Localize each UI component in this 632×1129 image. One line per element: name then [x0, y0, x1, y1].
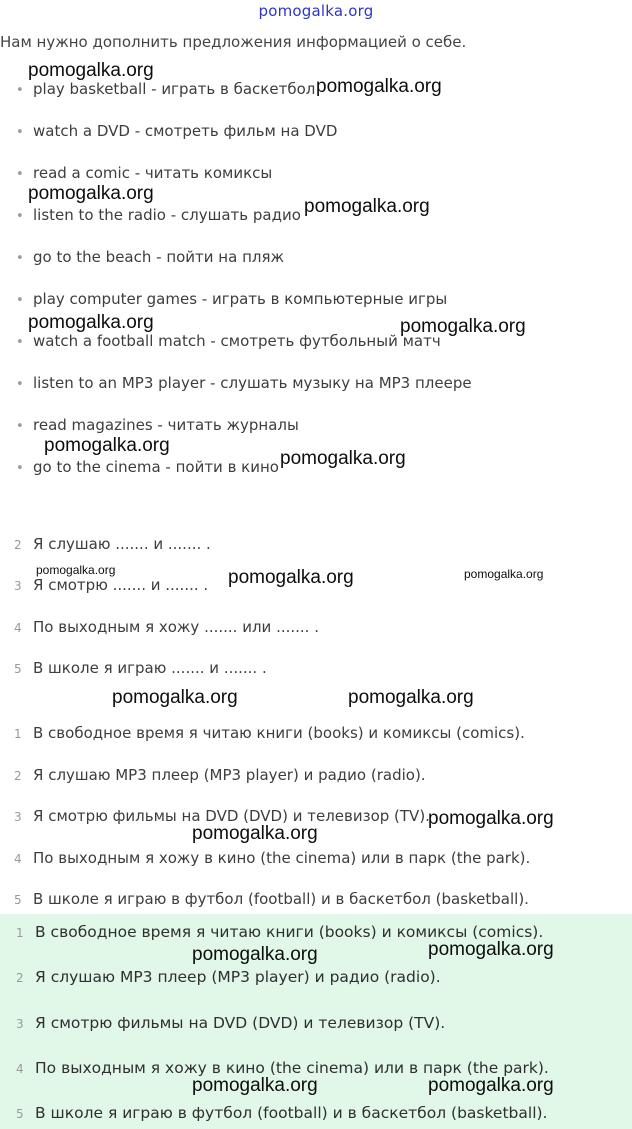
list-item: • watch a DVD - смотреть фильм на DVD — [16, 122, 338, 140]
list-item: 5 В школе я играю ....... и ....... . — [14, 659, 267, 677]
list-item: • go to the beach - пойти на пляж — [16, 248, 285, 266]
bullet-icon: • — [16, 293, 24, 308]
list-item: • watch a football match - смотреть футбольный матч — [16, 332, 441, 350]
watermark: pomogalka.org — [28, 312, 154, 333]
list-item: 2 Я слушаю MP3 плеер (MP3 player) и радио (radio). — [14, 766, 426, 784]
bullet-icon: • — [16, 335, 24, 350]
watermark: pomogalka.org — [304, 196, 430, 217]
watermark: pomogalka.org — [112, 687, 238, 708]
watermark: pomogalka.org — [192, 823, 318, 844]
watermark: pomogalka.org — [192, 944, 318, 965]
watermark: pomogalka.org — [36, 563, 116, 577]
bullet-icon: • — [16, 461, 24, 476]
list-item: • play computer games - играть в компьютерные игры — [16, 290, 448, 308]
bullet-icon: • — [16, 167, 24, 182]
list-item: 5 В школе я играю в футбол (football) и в баскетбол (basketball). — [14, 890, 529, 908]
list-item: • go to the cinema - пойти в кино — [16, 458, 279, 476]
list-item: 1 В свободное время я читаю книги (books) и комиксы (comics). — [16, 923, 544, 941]
intro-text: Нам нужно дополнить предложения информацией о себе. — [0, 33, 467, 51]
list-item: 4 По выходным я хожу в кино (the cinema) или в парк (the park). — [16, 1059, 549, 1077]
list-item: 4 По выходным я хожу ....... или ....... . — [14, 618, 319, 636]
watermark: pomogalka.org — [428, 808, 554, 829]
watermark: pomogalka.org — [400, 316, 526, 337]
watermark: pomogalka.org — [228, 567, 354, 588]
watermark: pomogalka.org — [348, 687, 474, 708]
list-item: • play basketball - играть в баскетбол — [16, 80, 316, 98]
list-item: 3 Я смотрю фильмы на DVD (DVD) и телевизор (TV). — [14, 807, 430, 825]
bullet-icon: • — [16, 125, 24, 140]
bullet-icon: • — [16, 83, 24, 98]
site-header: pomogalka.org — [258, 2, 374, 20]
list-item: 2 Я слушаю MP3 плеер (MP3 player) и радио (radio). — [16, 968, 441, 986]
watermark: pomogalka.org — [28, 183, 154, 204]
watermark: pomogalka.org — [44, 435, 170, 456]
watermark: pomogalka.org — [464, 567, 544, 581]
list-item: • read magazines - читать журналы — [16, 416, 299, 434]
list-item: 2 Я слушаю ....... и ....... . — [14, 535, 211, 553]
list-item: • read a comic - читать комиксы — [16, 164, 273, 182]
list-item: 3 Я смотрю ....... и ....... . — [14, 576, 209, 594]
watermark: pomogalka.org — [316, 76, 442, 97]
watermark: pomogalka.org — [28, 60, 154, 81]
list-item: 4 По выходным я хожу в кино (the cinema) или в парк (the park). — [14, 849, 531, 867]
list-item: • listen to an MP3 player - слушать музыку на MP3 плеере — [16, 374, 472, 392]
bullet-icon: • — [16, 377, 24, 392]
bullet-icon: • — [16, 251, 24, 266]
bullet-icon: • — [16, 419, 24, 434]
watermark: pomogalka.org — [428, 939, 554, 960]
watermark: pomogalka.org — [192, 1075, 318, 1096]
list-item: 1 В свободное время я читаю книги (books) и комиксы (comics). — [14, 724, 525, 742]
bullet-icon: • — [16, 209, 24, 224]
watermark: pomogalka.org — [280, 448, 406, 469]
list-item: 5 В школе я играю в футбол (football) и в баскетбол (basketball). — [16, 1104, 548, 1122]
list-item: • listen to the radio - слушать радио — [16, 206, 301, 224]
watermark: pomogalka.org — [428, 1075, 554, 1096]
list-item: 3 Я смотрю фильмы на DVD (DVD) и телевизор (TV). — [16, 1014, 446, 1032]
